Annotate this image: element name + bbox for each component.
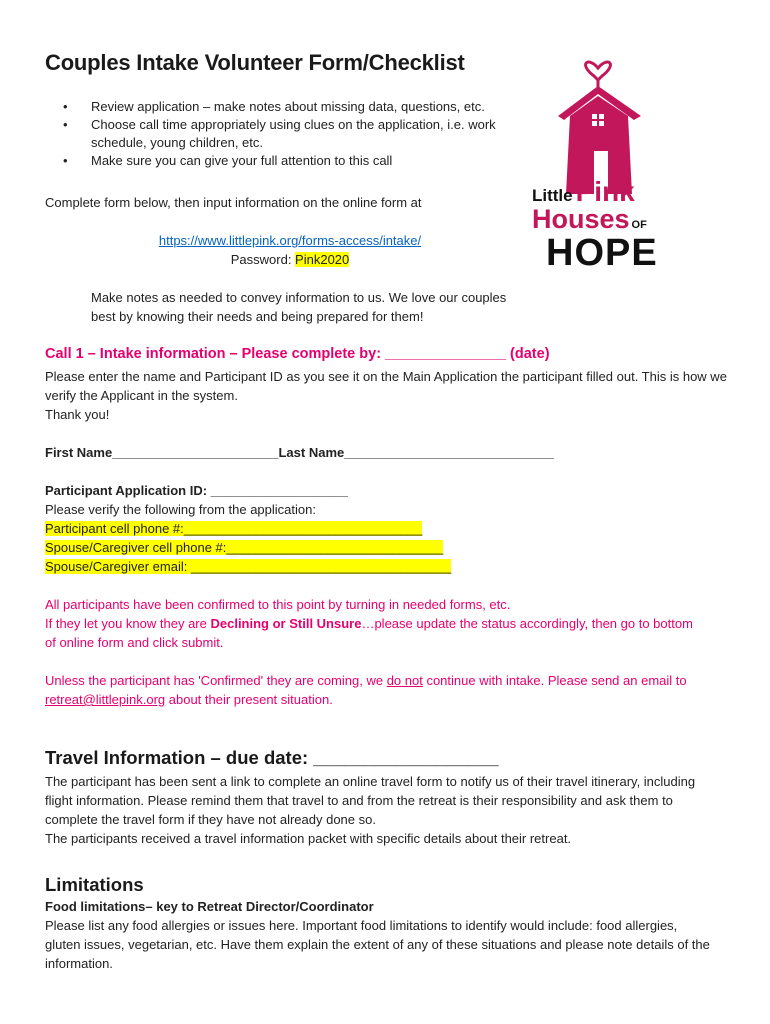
cell-phone-field[interactable]: Participant cell phone #:_________________________________ [45, 521, 423, 536]
checklist [63, 98, 523, 170]
unless-pre: Unless the participant has 'Confirmed' they are coming, we [45, 673, 387, 688]
retreat-email-link[interactable]: retreat@littlepink.org [45, 692, 166, 707]
logo-text: Houses [532, 204, 630, 234]
limitations-paragraph: Please list any food allergies or issues here. Important food limitations to identify would include: food allergies, gluten issues, vegetarian, etc. Have them explain the extent of any of these situations and please note details of the information. [45, 918, 710, 971]
list-item: • Make sure you can give your full attention to this call [63, 152, 523, 170]
travel-heading: Travel Information – due date: __________________ [45, 747, 499, 768]
limitations-heading: Limitations [45, 874, 144, 895]
call1-thanks: Thank you! [45, 407, 110, 422]
declining-pre: If they let you know they are [45, 616, 211, 631]
page-title: Couples Intake Volunteer Form/Checklist [45, 50, 465, 75]
spouse-email-field[interactable]: Spouse/Caregiver email: ____________________________________ [45, 559, 452, 574]
password-label: Password: [230, 252, 296, 267]
travel-packet-paragraph: The participants received a travel information packet with specific details about their retreat. [45, 831, 572, 846]
call1-heading: Call 1 – Intake information – Please complete by: _______________ (date) [45, 346, 550, 362]
call1-intro: Please enter the name and Participant ID as you see it on the Main Application the participant filled out. This is how we verify the Applicant in the system. [45, 369, 727, 403]
verify-text: Please verify the following from the application: [45, 502, 316, 517]
spouse-phone-field[interactable]: Spouse/Caregiver cell phone #:______________________________ [45, 540, 444, 555]
logo-text: OF [631, 219, 647, 231]
declining-note [45, 614, 695, 652]
do-not-text: do not [386, 673, 423, 688]
logo-text: Pink [575, 176, 635, 207]
unless-end: about their present situation. [165, 692, 333, 707]
password-value: Pink2020 [295, 252, 350, 267]
unless-note [45, 671, 725, 709]
declining-status: Declining or Still Unsure [210, 616, 362, 631]
intake-form-link[interactable]: https://www.littlepink.org/forms-access/intake/ [158, 233, 422, 248]
name-field-line[interactable]: First Name_______________________Last Name_____________________________ [45, 445, 554, 460]
participant-id-field[interactable]: Participant Application ID: ___________________ [45, 483, 349, 498]
list-item: • Review application – make notes about missing data, questions, etc. [63, 98, 523, 116]
list-item: • Choose call time appropriately using clues on the application, i.e. work schedule, young children, etc. [63, 116, 523, 152]
password-line [0, 250, 580, 269]
instructions-text: Complete form below, then input information on the online form at [45, 195, 422, 210]
unless-post: continue with intake. Please send an email to [422, 673, 687, 688]
declining-post: …please update the status accordingly, then go to bottom of online form and click submit. [45, 616, 693, 650]
logo-text: Little [532, 186, 573, 205]
food-limitations-subheading: Food limitations– key to Retreat Director/Coordinator [45, 899, 374, 914]
confirmed-note: All participants have been confirmed to this point by turning in needed forms, etc. [45, 597, 511, 612]
logo-text: HOPE [546, 232, 658, 274]
notes-text: Make notes as needed to convey information to us. We love our couples best by knowing their needs and being prepared for them! [91, 290, 507, 324]
travel-paragraph: The participant has been sent a link to complete an online travel form to notify us of their travel itinerary, including flight information. Please remind them that travel to and from the retreat is their responsibility and ask them to complete the travel form if they have not already done so. [45, 774, 696, 827]
